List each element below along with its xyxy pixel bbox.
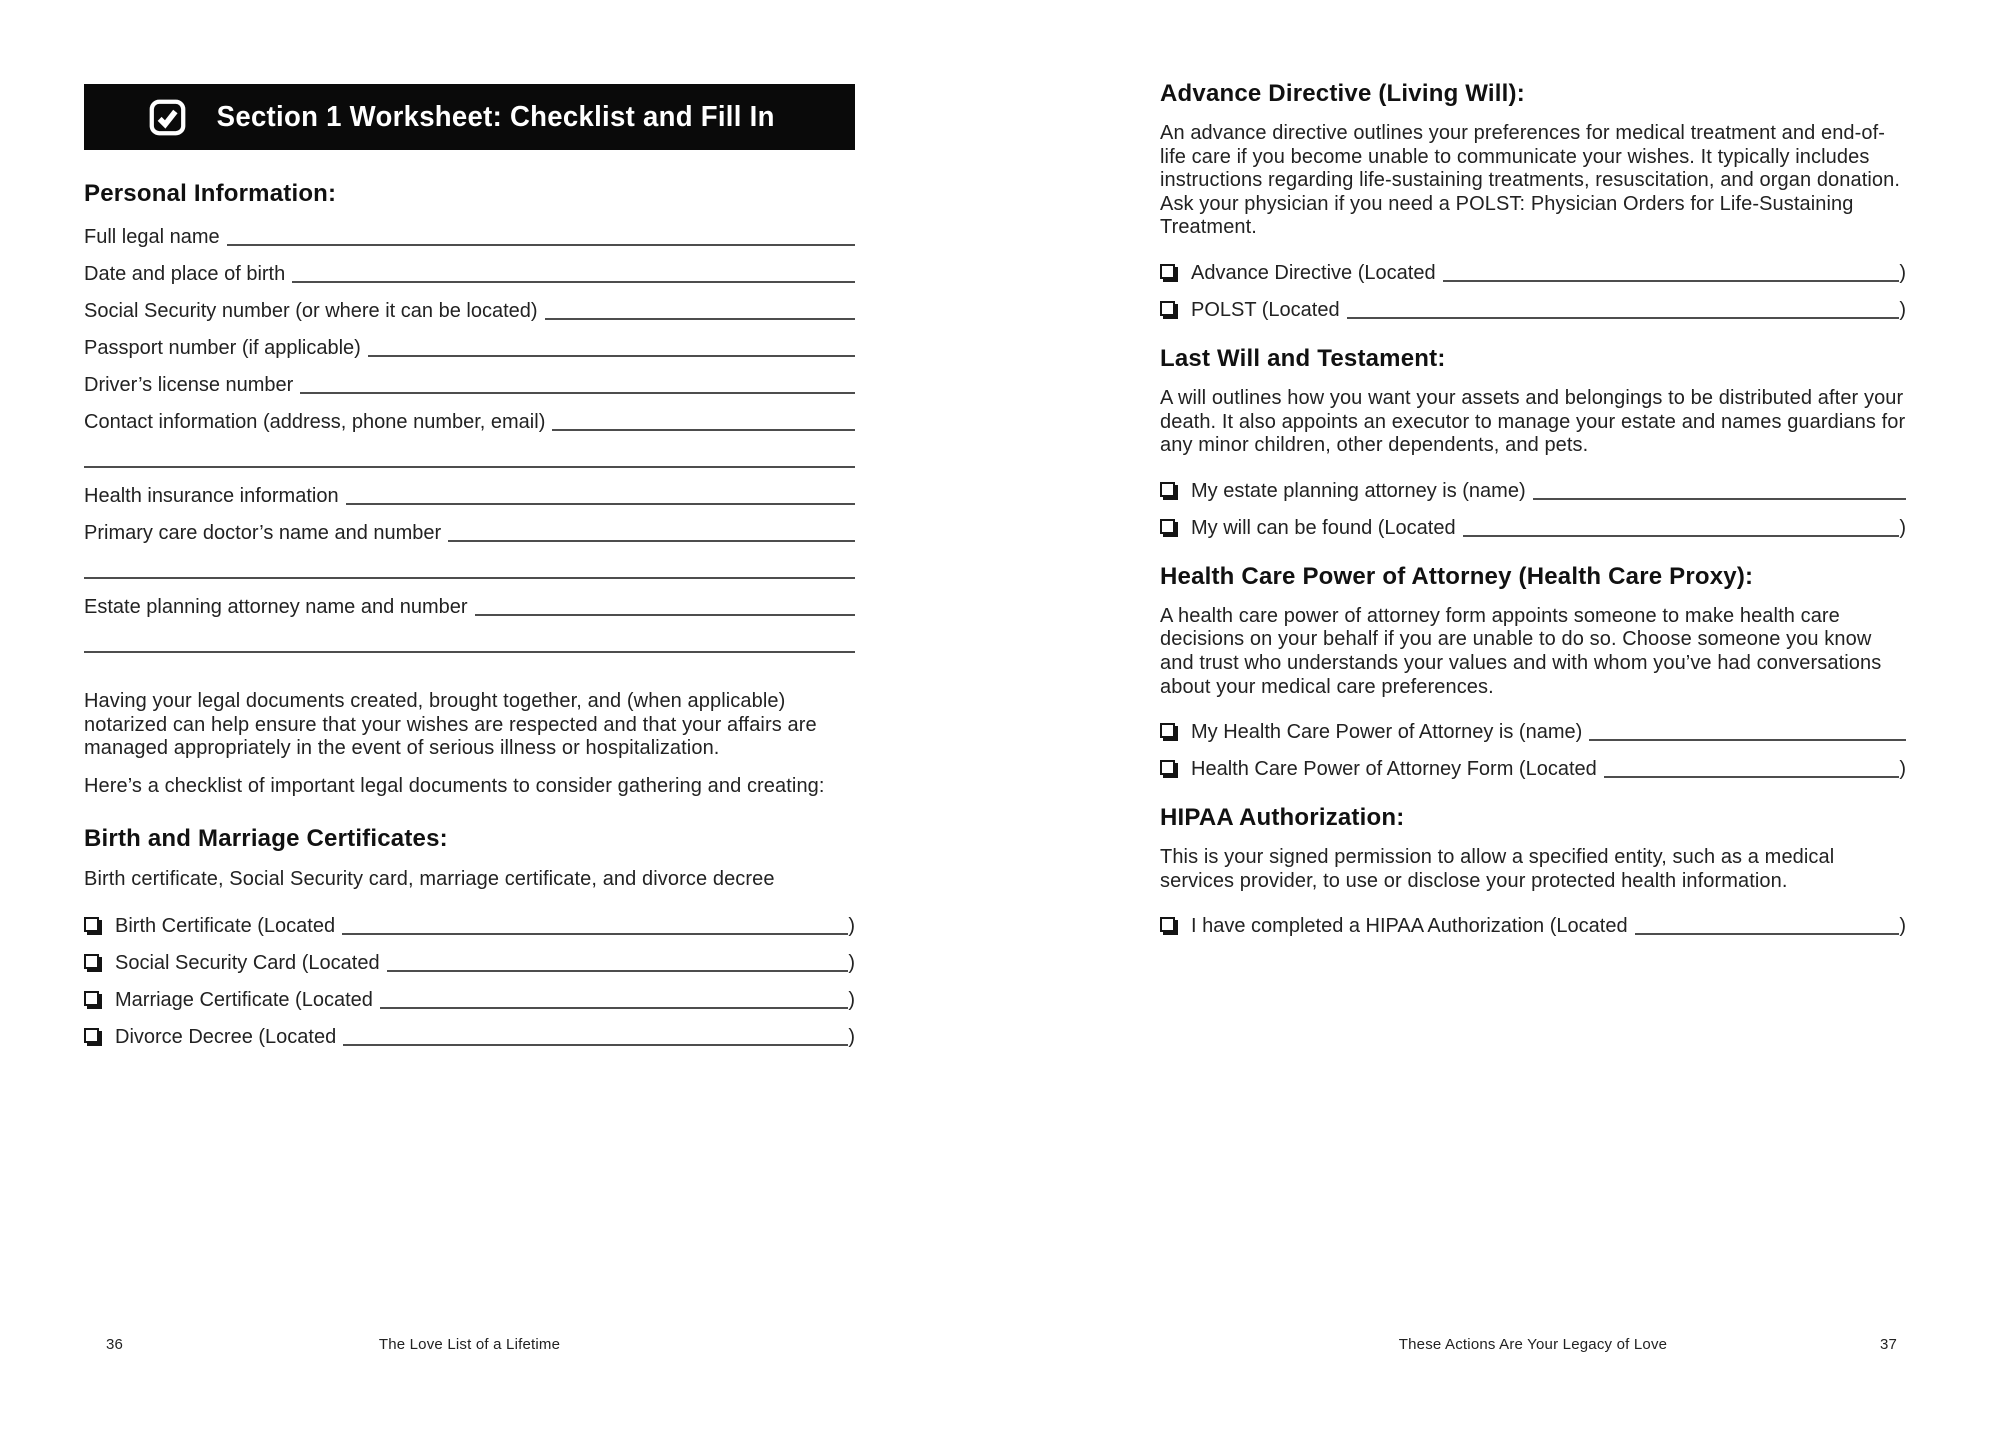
checklist-label: Social Security Card (Located [115,951,380,974]
checklist-label: Marriage Certificate (Located [115,988,373,1011]
write-in-line [545,310,855,320]
left-page-number: 36 [106,1336,124,1353]
checklist-label: Advance Directive (Located [1191,261,1436,284]
legal-documents-paragraph: Having your legal documents created, brought together, and (when applicable) notarized can help ensure that your wishes are respected and that your affairs are managed appropriately in the event of serious illness or hospitalization. [84,690,817,760]
checklist-item [84,975,855,1012]
checkbox-icon [1160,301,1175,316]
write-in-line [343,1036,848,1046]
section-checklist [1160,901,1906,938]
closing-paren: ) [1899,758,1906,781]
checklist-item [84,938,855,975]
write-in-line [1443,272,1900,282]
write-in-line [84,569,855,579]
form-field-row [84,286,855,323]
left-page [84,84,855,1049]
checklist-label: My estate planning attorney is (name) [1191,479,1526,502]
checkbox-icon [84,917,99,932]
field-label: Full legal name [84,226,220,248]
form-field-row [84,471,855,508]
birth-marriage-heading: Birth and Marriage Certificates: [84,825,448,853]
field-label: Estate planning attorney name and number [84,596,468,618]
write-in-line [1533,490,1906,500]
section-banner [84,84,855,150]
write-in-line [1635,925,1900,935]
checked-checkbox-icon [149,99,186,136]
closing-paren: ) [848,914,855,937]
section-heading: Health Care Power of Attorney (Health Care Proxy): [1160,562,1754,590]
section-paragraph: A will outlines how you want your assets and belongings to be distributed after your death. It also appoints an executor to manage your estate and names guardians for any minor children, other dependents, and pets. [1160,386,1906,457]
write-in-line [448,532,855,542]
checklist-label: Divorce Decree (Located [115,1025,337,1048]
field-label: Passport number (if applicable) [84,337,361,359]
write-in-line [300,384,855,394]
form-field-row [84,249,855,286]
write-in-line [380,999,848,1009]
write-in-line [342,925,848,935]
checkbox-icon [1160,264,1175,279]
checklist-label: My Health Care Power of Attorney is (name) [1191,721,1583,744]
write-in-line [552,421,855,431]
checklist-item [1160,503,1906,540]
checklist-label: My will can be found (Located [1191,516,1456,539]
right-page [1160,80,1906,961]
worksheet-section [1160,345,1906,540]
form-field-row [84,397,855,434]
section-paragraph: An advance directive outlines your preferences for medical treatment and end-of-life care if you become unable to communicate your wishes. It typically includes instructions regarding life-sustaining treatments, resuscitation, and organ donation. Ask your physician if you need a POLST: Physician Orders for Life-Sustaining Treatment. [1160,122,1901,239]
worksheet-section [1160,563,1906,781]
checkbox-icon [1160,917,1175,932]
personal-information-heading: Personal Information: [84,180,337,207]
section-heading: HIPAA Authorization: [1160,804,1405,832]
checkbox-icon [84,954,99,969]
closing-paren: ) [848,1025,855,1048]
field-label: Contact information (address, phone number, email) [84,411,546,433]
form-field-row [84,212,855,249]
checkbox-icon [1160,760,1175,775]
closing-paren: ) [1899,516,1906,539]
form-field-continuation-row [84,619,855,656]
checklist-item [1160,466,1906,503]
closing-paren: ) [1899,915,1906,938]
section-paragraph: This is your signed permission to allow a specified entity, such as a medical services provider, to use or disclose your protected health information. [1160,846,1835,892]
form-field-row [84,508,855,545]
closing-paren: ) [848,951,855,974]
checklist-intro-paragraph: Here’s a checklist of important legal documents to consider gathering and creating: [84,774,825,797]
checkbox-icon [84,991,99,1006]
checklist-item [1160,901,1906,938]
worksheet-section [1160,80,1906,322]
checklist-item [1160,248,1906,285]
closing-paren: ) [1899,298,1906,321]
personal-info-fields [84,212,855,656]
field-label: Primary care doctor’s name and number [84,522,442,544]
checkbox-icon [1160,482,1175,497]
section-heading: Advance Directive (Living Will): [1160,80,1525,107]
checkbox-icon [1160,723,1175,738]
form-field-continuation-row [84,545,855,582]
checklist-item [1160,744,1906,781]
left-running-title: The Love List of a Lifetime [378,1336,561,1353]
checklist-label: I have completed a HIPAA Authorization (Located [1191,915,1628,938]
write-in-line [1463,527,1900,537]
field-label: Social Security number (or where it can be located) [84,300,538,322]
write-in-line [84,458,855,468]
write-in-line [1589,731,1906,741]
write-in-line [387,962,849,972]
checklist-item [1160,285,1906,322]
birth-marriage-description: Birth certificate, Social Security card, marriage certificate, and divorce decree [84,868,775,891]
write-in-line [346,495,855,505]
section-heading: Last Will and Testament: [1160,344,1446,372]
form-field-row [84,360,855,397]
birth-checklist [84,901,855,1049]
checkbox-icon [84,1028,99,1043]
right-sections [1160,80,1906,938]
form-field-row [84,582,855,619]
checklist-label: Health Care Power of Attorney Form (Located [1191,758,1597,781]
closing-paren: ) [1899,261,1906,284]
section-checklist [1160,248,1906,322]
write-in-line [84,643,855,653]
section-checklist [1160,466,1906,540]
checkbox-icon [1160,519,1175,534]
write-in-line [1604,768,1900,778]
form-field-continuation-row [84,434,855,471]
write-in-line [292,273,855,283]
closing-paren: ) [848,988,855,1011]
section-checklist [1160,707,1906,781]
checklist-item [84,901,855,938]
checklist-item [84,1012,855,1049]
worksheet-title: Section 1 Worksheet: Checklist and Fill In [216,100,776,133]
field-label: Health insurance information [84,485,339,507]
right-page-number: 37 [1880,1336,1898,1353]
right-running-title: These Actions Are Your Legacy of Love [1398,1336,1668,1353]
write-in-line [475,606,855,616]
write-in-line [227,236,855,246]
worksheet-section [1160,804,1906,938]
write-in-line [368,347,855,357]
field-label: Date and place of birth [84,263,286,285]
field-label: Driver’s license number [84,374,294,396]
form-field-row [84,323,855,360]
section-paragraph: A health care power of attorney form appoints someone to make health care decisions on your behalf if you are unable to do so. Choose someone you know and trust who understands your values and with whom you’ve had conversations about your medical care preferences. [1160,604,1882,698]
write-in-line [1347,309,1900,319]
checklist-item [1160,707,1906,744]
checklist-label: Birth Certificate (Located [115,914,336,937]
checklist-label: POLST (Located [1191,298,1340,321]
